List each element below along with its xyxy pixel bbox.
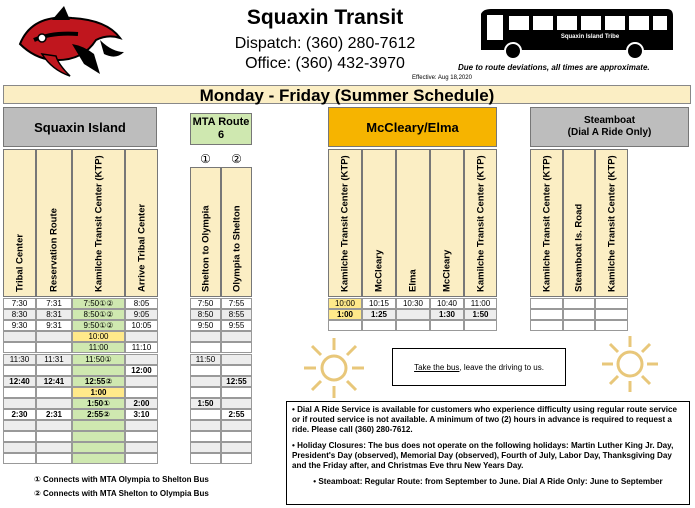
column-header-label: Shelton to Olympia	[200, 205, 211, 292]
column-header-label: Tribal Center	[14, 233, 25, 292]
sun-icon	[302, 336, 366, 400]
schedule-cell	[190, 365, 221, 376]
slogan-box	[392, 348, 566, 386]
legend-marker-2: ②	[34, 489, 41, 498]
schedule-cell: 2:55②	[72, 409, 125, 420]
schedule-cell	[595, 320, 628, 331]
schedule-cell	[190, 342, 221, 353]
schedule-cell: 8:30	[3, 309, 36, 320]
column-header	[36, 149, 72, 297]
schedule-cell	[3, 331, 36, 342]
column-header-label: McCleary	[441, 249, 453, 292]
schedule-cell: 3:10	[125, 409, 158, 420]
schedule-cell	[221, 442, 252, 453]
group-mta-route	[190, 113, 252, 145]
legend-item-2	[34, 489, 209, 498]
schedule-cell: 10:40	[430, 298, 464, 309]
schedule-cell: 7:31	[36, 298, 72, 309]
schedule-cell: 12:55②	[72, 376, 125, 387]
schedule-cell	[595, 309, 628, 320]
schedule-cell	[36, 398, 72, 409]
schedule-cell	[190, 420, 221, 431]
schedule-cell: 1:00	[328, 309, 362, 320]
sun-icon	[600, 334, 660, 394]
schedule-cell	[221, 387, 252, 398]
column-header-label: Olympia to Shelton	[231, 205, 242, 292]
schedule-cell	[530, 320, 563, 331]
schedule-cell	[190, 453, 221, 464]
column-header-label: Kamilche Transit Center (KTP)	[93, 155, 104, 292]
schedule-cell: 2:55	[221, 409, 252, 420]
column-header-label: Kamilche Transit Center (KTP)	[541, 155, 552, 292]
column-header	[464, 149, 497, 297]
schedule-cell	[190, 331, 221, 342]
column-header	[328, 149, 362, 297]
schedule-cell	[125, 331, 158, 342]
schedule-cell: 1:50	[464, 309, 497, 320]
column-header-label: Kamilche Transit Center (KTP)	[339, 155, 351, 292]
schedule-cell: 10:05	[125, 320, 158, 331]
schedule-cell	[221, 398, 252, 409]
column-header-label: Steamboat Is. Road	[573, 203, 585, 292]
column-header-label: Elma	[407, 269, 419, 292]
schedule-cell	[3, 387, 36, 398]
schedule-cell: 10:00	[72, 331, 125, 342]
schedule-cell	[221, 431, 252, 442]
steamboat-label: Steamboat	[583, 115, 636, 126]
group-mccleary-elma: McCleary/Elma	[328, 107, 497, 147]
bus-sign-text: Squaxin Island Tribe	[560, 34, 620, 40]
schedule-cell: 7:30	[3, 298, 36, 309]
schedule-cell	[125, 453, 158, 464]
schedule-cell: 12:00	[125, 365, 158, 376]
column-header	[125, 149, 158, 297]
schedule-cell	[563, 298, 595, 309]
effective-date: Effective: Aug 18,2020	[412, 75, 472, 81]
schedule-cell: 9:31	[36, 320, 72, 331]
column-header	[430, 149, 464, 297]
schedule-cell: 9:50	[190, 320, 221, 331]
schedule-cell: 1:25	[362, 309, 396, 320]
schedule-cell	[36, 331, 72, 342]
schedule-cell	[595, 298, 628, 309]
schedule-cell	[125, 420, 158, 431]
schedule-cell: 8:55	[221, 309, 252, 320]
schedule-cell	[221, 453, 252, 464]
schedule-cell	[3, 365, 36, 376]
group-squaxin-island: Squaxin Island	[3, 107, 157, 147]
schedule-cell: 12:41	[36, 376, 72, 387]
column-header	[221, 167, 252, 297]
schedule-cell	[3, 398, 36, 409]
schedule-cell	[125, 431, 158, 442]
schedule-cell	[396, 309, 430, 320]
schedule-cell	[328, 320, 362, 331]
schedule-cell	[190, 409, 221, 420]
schedule-cell: 1:00	[72, 387, 125, 398]
schedule-cell: 1:50①	[72, 398, 125, 409]
schedule-cell: 8:50①②	[72, 309, 125, 320]
schedule-cell: 11:10	[125, 342, 158, 353]
column-header	[530, 149, 563, 297]
mta-col-marker-2: ②	[231, 152, 242, 166]
mta-route-number: 6	[217, 129, 225, 141]
schedule-cell	[530, 298, 563, 309]
column-header	[3, 149, 36, 297]
schedule-cell	[72, 442, 125, 453]
column-header-label: Kamilche Transit Center (KTP)	[606, 155, 617, 292]
schedule-cell	[3, 420, 36, 431]
schedule-cell	[221, 342, 252, 353]
note-dial-a-ride: • Dial A Ride Service is available for customers who experience difficulty using regular route service or if routed service is not available. A minimum of two (2) hours in advance is required to request a ride. Please call (360) 280-7612.	[292, 405, 678, 434]
schedule-cell	[221, 420, 252, 431]
schedule-cell	[190, 387, 221, 398]
schedule-cell	[36, 365, 72, 376]
column-header	[190, 167, 221, 297]
schedule-cell: 11:31	[36, 354, 72, 365]
bus-icon	[475, 6, 675, 62]
tribe-logo	[12, 4, 130, 82]
column-header-label: Arrive Tribal Center	[136, 203, 147, 292]
mta-route-label: MTA Route	[192, 116, 250, 128]
schedule-cell: 12:55	[221, 376, 252, 387]
schedule-cell	[563, 309, 595, 320]
mta-col-marker-1: ①	[200, 152, 211, 166]
schedule-cell: 2:30	[3, 409, 36, 420]
schedule-cell	[36, 431, 72, 442]
schedule-cell	[396, 320, 430, 331]
note-steamboat: • Steamboat: Regular Route: from September to June. Dial A Ride Only: June to September	[313, 477, 663, 486]
schedule-cell: 1:50	[190, 398, 221, 409]
schedule-cell: 2:31	[36, 409, 72, 420]
schedule-cell: 11:30	[3, 354, 36, 365]
schedule-cell: 9:50①②	[72, 320, 125, 331]
column-header-label: Kamilche Transit Center (KTP)	[475, 155, 486, 292]
legend-item-1	[34, 475, 209, 484]
schedule-cell	[464, 320, 497, 331]
schedule-cell	[72, 431, 125, 442]
schedule-cell: 9:30	[3, 320, 36, 331]
schedule-cell: 10:00	[328, 298, 362, 309]
office-phone: Office: (360) 432-3970	[245, 55, 405, 72]
group-steamboat	[530, 107, 689, 147]
schedule-cell	[563, 320, 595, 331]
column-header	[563, 149, 595, 297]
schedule-cell	[36, 387, 72, 398]
legend-marker-1: ①	[34, 475, 41, 484]
schedule-cell	[72, 365, 125, 376]
schedule-cell	[530, 309, 563, 320]
schedule-cell	[125, 387, 158, 398]
steamboat-subtitle: (Dial A Ride Only)	[567, 127, 652, 138]
page-title: Squaxin Transit	[246, 6, 404, 29]
column-header	[362, 149, 396, 297]
schedule-cell	[36, 420, 72, 431]
schedule-cell: 9:55	[221, 320, 252, 331]
schedule-cell: 10:15	[362, 298, 396, 309]
schedule-cell	[3, 431, 36, 442]
dispatch-phone: Dispatch: (360) 280-7612	[234, 35, 416, 52]
column-header	[396, 149, 430, 297]
schedule-cell	[125, 354, 158, 365]
schedule-cell: 11:00	[72, 342, 125, 353]
schedule-cell	[221, 365, 252, 376]
column-header-label: Reservation Route	[48, 208, 60, 292]
bus-caption: Due to route deviations, all times are approximate.	[458, 63, 650, 72]
schedule-cell: 1:30	[430, 309, 464, 320]
schedule-cell: 2:00	[125, 398, 158, 409]
schedule-cell	[221, 331, 252, 342]
schedule-cell	[36, 453, 72, 464]
schedule-cell: 12:40	[3, 376, 36, 387]
schedule-cell	[125, 442, 158, 453]
column-header	[595, 149, 628, 297]
slogan-rest: , leave the driving to us.	[459, 363, 544, 372]
slogan-underlined: Take the bus	[414, 363, 460, 372]
schedule-cell: 8:05	[125, 298, 158, 309]
schedule-cell	[3, 442, 36, 453]
schedule-cell	[221, 354, 252, 365]
schedule-cell: 7:50	[190, 298, 221, 309]
schedule-cell	[3, 453, 36, 464]
legend-text-2: Connects with MTA Shelton to Olympia Bus	[43, 489, 209, 498]
schedule-cell: 8:31	[36, 309, 72, 320]
schedule-cell	[72, 420, 125, 431]
schedule-cell	[190, 442, 221, 453]
legend-text-1: Connects with MTA Olympia to Shelton Bus	[43, 475, 209, 484]
schedule-cell: 10:30	[396, 298, 430, 309]
schedule-banner: Monday - Friday (Summer Schedule)	[3, 85, 691, 104]
schedule-cell	[72, 453, 125, 464]
schedule-cell: 7:55	[221, 298, 252, 309]
schedule-cell	[190, 431, 221, 442]
schedule-cell: 11:00	[464, 298, 497, 309]
column-header	[72, 149, 125, 297]
schedule-cell: 11:50	[190, 354, 221, 365]
note-holiday-closures: • Holiday Closures: The bus does not operate on the following holidays: Martin Luther King Jr. Day, President's Day (observed), Memorial Day (observed), Fourth of July, Labor Day, Thanksgiving Day and the Friday after, and Christmas Eve thru New Years Day.	[292, 441, 674, 470]
schedule-cell: 8:50	[190, 309, 221, 320]
schedule-cell	[36, 342, 72, 353]
schedule-cell	[362, 320, 396, 331]
notes-box	[286, 401, 690, 505]
schedule-cell	[125, 376, 158, 387]
schedule-cell: 9:05	[125, 309, 158, 320]
schedule-cell: 11:50①	[72, 354, 125, 365]
schedule-cell	[190, 376, 221, 387]
schedule-cell	[3, 342, 36, 353]
column-header-label: McCleary	[373, 249, 385, 292]
schedule-cell: 7:50①②	[72, 298, 125, 309]
schedule-cell	[430, 320, 464, 331]
schedule-cell	[36, 442, 72, 453]
